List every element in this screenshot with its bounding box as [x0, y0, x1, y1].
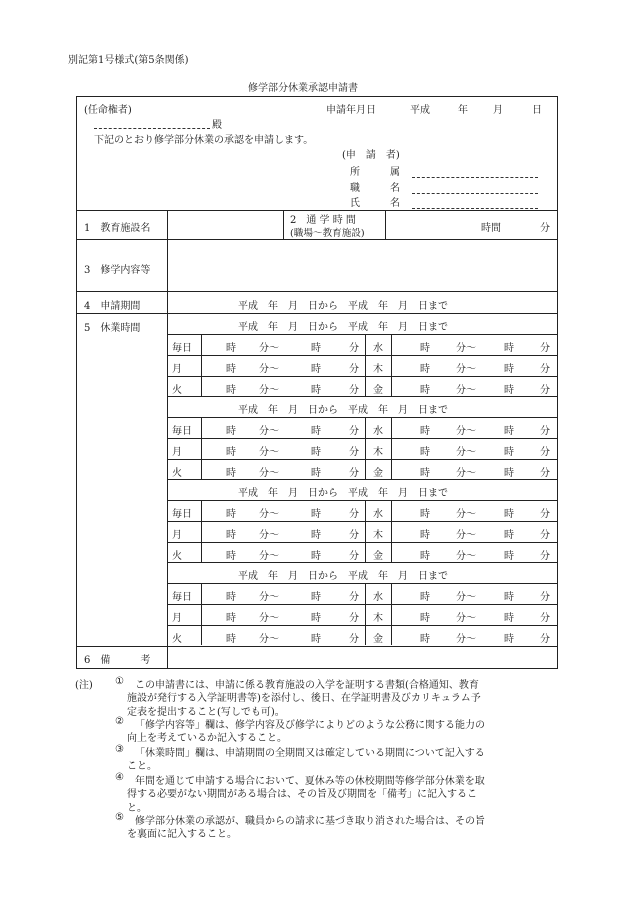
time-hour: 時 [504, 612, 514, 624]
time-min-from: 分～ [456, 550, 476, 562]
time-hour: 時 [226, 633, 236, 645]
date-month: 月 [493, 105, 503, 116]
time-hour: 時 [226, 529, 236, 541]
weekday-right: 木 [373, 529, 383, 541]
weekday-right: 水 [373, 426, 383, 437]
block-column-divider [201, 334, 202, 396]
time-min-from: 分～ [456, 384, 476, 396]
weekday-left: 毎日 [172, 426, 192, 437]
weekday-right: 木 [373, 363, 383, 375]
note-line: この申請書には、申請に係る教育施設の入学を証明する書類(合格通知、教育 [135, 680, 479, 691]
time-hour: 時 [504, 426, 514, 437]
border-bottom [76, 668, 558, 669]
commute-label-1: 2 通 学 時 間 [290, 215, 356, 226]
time-hour: 時 [420, 509, 430, 520]
block-column-divider [201, 417, 202, 479]
appointer-label: (任命権者) [84, 105, 132, 116]
time-min: 分 [540, 384, 550, 396]
block-column-divider [365, 583, 366, 645]
time-hour: 時 [504, 529, 514, 541]
time-hour: 時 [420, 633, 430, 645]
block-top-rule [167, 562, 558, 563]
block-column-divider [201, 500, 202, 562]
time-hour: 時 [420, 612, 430, 624]
time-hour: 時 [226, 612, 236, 624]
time-min-from: 分～ [456, 467, 476, 479]
weekday-left: 月 [172, 529, 182, 541]
weekday-right: 金 [373, 633, 383, 645]
time-min: 分 [540, 343, 550, 354]
block-column-divider [201, 583, 202, 645]
rule-row4-top [76, 291, 558, 292]
rule-row6-top [76, 646, 558, 647]
time-hour: 時 [504, 550, 514, 562]
time-hour: 時 [504, 363, 514, 375]
time-min-from: 分～ [456, 509, 476, 520]
time-min: 分 [349, 343, 359, 354]
time-hour: 時 [311, 633, 321, 645]
block-top-rule [167, 479, 558, 480]
applicant-label: (申 請 者) [342, 150, 400, 161]
time-min: 分 [349, 633, 359, 645]
note-line: 「休業時間」欄は、申請期間の全期間又は確定している期間について記入する [135, 748, 485, 759]
notes-label: (注) [75, 680, 93, 691]
time-hour: 時 [420, 592, 430, 603]
note-number: ③ [115, 744, 124, 755]
time-min: 分 [540, 550, 550, 562]
time-hour: 時 [420, 467, 430, 479]
position-line[interactable] [412, 193, 538, 194]
affiliation-line[interactable] [412, 177, 538, 178]
time-min-from: 分～ [259, 612, 279, 624]
time-min: 分 [540, 592, 550, 603]
rule-row3-top [76, 239, 558, 240]
time-min-from: 分～ [259, 509, 279, 520]
weekday-left: 毎日 [172, 343, 192, 354]
block-row-rule [167, 355, 558, 356]
time-min: 分 [540, 363, 550, 375]
time-min: 分 [349, 363, 359, 375]
time-min: 分 [540, 446, 550, 458]
note-line: 定表を提出すること(写しでも可)。 [127, 706, 285, 718]
time-hour: 時 [504, 467, 514, 479]
time-min: 分 [349, 384, 359, 396]
block-row-rule [167, 542, 558, 543]
time-hour: 時 [311, 592, 321, 603]
block-column-divider [365, 417, 366, 479]
weekday-right: 木 [373, 612, 383, 624]
time-hour: 時 [420, 446, 430, 458]
time-min: 分 [540, 509, 550, 520]
note-line: 施設が発行する入学証明書等)を添付し、後日、在学証明書及びカリキュラム予 [127, 693, 481, 705]
note-line: こと。 [127, 761, 157, 773]
weekday-right: 水 [373, 592, 383, 603]
block-row-rule [167, 604, 558, 605]
weekday-right: 木 [373, 446, 383, 458]
position-label: 職 名 [350, 183, 400, 194]
time-hour: 時 [420, 550, 430, 562]
block-column-divider [391, 417, 392, 479]
time-min-from: 分～ [456, 592, 476, 603]
time-hour: 時 [504, 509, 514, 520]
weekday-left: 月 [172, 363, 182, 375]
time-min-from: 分～ [456, 426, 476, 437]
note-number: ④ [115, 772, 124, 783]
commute-divider-right [385, 210, 386, 239]
block-column-divider [365, 500, 366, 562]
block-period-text: 平成 年 月 日から 平成 年 月 日まで [238, 322, 448, 333]
block-period-text: 平成 年 月 日から 平成 年 月 日まで [238, 405, 448, 416]
block-row-rule [167, 521, 558, 522]
time-hour: 時 [226, 446, 236, 458]
block-column-divider [391, 334, 392, 396]
time-min: 分 [349, 509, 359, 520]
block-period-text: 平成 年 月 日から 平成 年 月 日まで [238, 571, 448, 582]
time-min-from: 分～ [259, 343, 279, 354]
date-day: 日 [532, 105, 542, 116]
block-column-divider [391, 583, 392, 645]
weekday-left: 火 [172, 467, 182, 479]
commute-label-2: (職場～教育施設) [290, 228, 365, 239]
time-min: 分 [540, 426, 550, 437]
note-line: 得する必要がない期間がある場合は、その旨及び期間を「備考」に記入するこ [127, 789, 477, 801]
date-era: 平成 [410, 105, 430, 116]
block-period-rule [167, 334, 558, 335]
name-line[interactable] [412, 208, 538, 209]
time-hour: 時 [504, 343, 514, 354]
time-hour: 時 [311, 426, 321, 437]
weekday-right: 水 [373, 509, 383, 520]
time-min: 分 [540, 633, 550, 645]
time-hour: 時 [226, 426, 236, 437]
time-hour: 時 [420, 363, 430, 375]
note-line: 向上を考えているか記入すること。 [127, 733, 287, 745]
time-min-from: 分～ [456, 633, 476, 645]
block-period-text: 平成 年 月 日から 平成 年 月 日まで [238, 488, 448, 499]
weekday-left: 火 [172, 384, 182, 396]
time-hour: 時 [311, 612, 321, 624]
intro-text: 下記のとおり修学部分休業の承認を申請します。 [94, 135, 314, 146]
time-min: 分 [349, 426, 359, 437]
time-min-from: 分～ [259, 550, 279, 562]
commute-min: 分 [540, 223, 550, 234]
block-column-divider [365, 334, 366, 396]
time-hour: 時 [226, 509, 236, 520]
time-hour: 時 [311, 343, 321, 354]
time-hour: 時 [226, 384, 236, 396]
weekday-left: 月 [172, 612, 182, 624]
time-min-from: 分～ [259, 529, 279, 541]
block-period-rule [167, 417, 558, 418]
content-label: 3 修学内容等 [84, 265, 151, 276]
time-hour: 時 [420, 343, 430, 354]
time-hour: 時 [311, 446, 321, 458]
weekday-right: 水 [373, 343, 383, 354]
time-min: 分 [349, 550, 359, 562]
weekday-right: 金 [373, 467, 383, 479]
time-min-from: 分～ [456, 363, 476, 375]
weekday-right: 金 [373, 384, 383, 396]
time-min-from: 分～ [456, 529, 476, 541]
note-line: 修学部分休業の承認が、職員からの請求に基づき取り消された場合は、その旨 [135, 816, 485, 827]
time-min-from: 分～ [259, 592, 279, 603]
name-label: 氏 名 [350, 198, 400, 209]
remarks-label: 6 備 考 [84, 655, 151, 666]
time-hour: 時 [420, 384, 430, 396]
time-min: 分 [349, 529, 359, 541]
time-hour: 時 [226, 592, 236, 603]
time-min-from: 分～ [456, 612, 476, 624]
block-top-rule [167, 396, 558, 397]
time-min-from: 分～ [259, 363, 279, 375]
facility-label: 1 教育施設名 [84, 223, 151, 234]
note-line: 年間を通じて申請する場合において、夏休み等の休校期間等修学部分休業を取 [135, 776, 485, 787]
form-number: 別記第1号様式(第5条関係) [68, 55, 189, 66]
time-hour: 時 [311, 384, 321, 396]
border-top [76, 96, 558, 97]
time-hour: 時 [311, 509, 321, 520]
time-min-from: 分～ [259, 467, 279, 479]
dono-label: 殿 [212, 120, 222, 131]
note-number: ① [115, 676, 124, 687]
note-line: を裏面に記入すること。 [127, 829, 237, 841]
time-hour: 時 [504, 384, 514, 396]
note-number: ② [115, 716, 124, 727]
border-left [76, 96, 77, 669]
block-column-divider [391, 500, 392, 562]
time-min: 分 [349, 467, 359, 479]
time-hour: 時 [311, 467, 321, 479]
time-hour: 時 [226, 467, 236, 479]
time-hour: 時 [420, 426, 430, 437]
weekday-left: 火 [172, 633, 182, 645]
weekday-left: 火 [172, 550, 182, 562]
rule-row5-top [76, 313, 558, 314]
page-title: 修学部分休業承認申請書 [248, 83, 358, 94]
affiliation-label: 所 属 [350, 167, 400, 178]
time-hour: 時 [504, 633, 514, 645]
time-min-from: 分～ [259, 446, 279, 458]
period-label: 4 申請期間 [84, 301, 141, 312]
note-number: ⑤ [115, 812, 124, 823]
time-hour: 時 [226, 550, 236, 562]
time-min: 分 [349, 592, 359, 603]
block-period-rule [167, 500, 558, 501]
weekday-left: 毎日 [172, 509, 192, 520]
block-row-rule [167, 625, 558, 626]
date-year: 年 [458, 105, 468, 116]
time-min: 分 [540, 612, 550, 624]
appointer-name-line[interactable] [94, 128, 210, 129]
note-line: 「修学内容等」欄は、修学内容及び修学によりどのような公務に関する能力の [135, 720, 485, 731]
time-min-from: 分～ [259, 384, 279, 396]
block-period-rule [167, 583, 558, 584]
weekday-right: 金 [373, 550, 383, 562]
block-row-rule [167, 438, 558, 439]
time-hour: 時 [311, 550, 321, 562]
time-min-from: 分～ [259, 633, 279, 645]
time-hour: 時 [226, 343, 236, 354]
time-min-from: 分～ [456, 446, 476, 458]
time-hour: 時 [504, 446, 514, 458]
block-row-rule [167, 376, 558, 377]
time-min: 分 [349, 612, 359, 624]
time-hour: 時 [226, 363, 236, 375]
weekday-left: 毎日 [172, 592, 192, 603]
block-row-rule [167, 459, 558, 460]
period-text: 平成 年 月 日から 平成 年 月 日まで [238, 301, 448, 312]
time-min-from: 分～ [456, 343, 476, 354]
commute-hour: 時間 [481, 223, 501, 234]
time-hour: 時 [420, 529, 430, 541]
time-hour: 時 [311, 529, 321, 541]
time-min: 分 [349, 446, 359, 458]
leave-label: 5 休業時間 [84, 323, 141, 334]
time-min: 分 [540, 529, 550, 541]
weekday-left: 月 [172, 446, 182, 458]
commute-divider-left [283, 210, 284, 239]
date-label: 申請年月日 [326, 105, 376, 116]
note-line: と。 [127, 802, 147, 814]
time-hour: 時 [504, 592, 514, 603]
time-min-from: 分～ [259, 426, 279, 437]
time-min: 分 [540, 467, 550, 479]
label-column-divider [167, 210, 168, 668]
time-hour: 時 [311, 363, 321, 375]
